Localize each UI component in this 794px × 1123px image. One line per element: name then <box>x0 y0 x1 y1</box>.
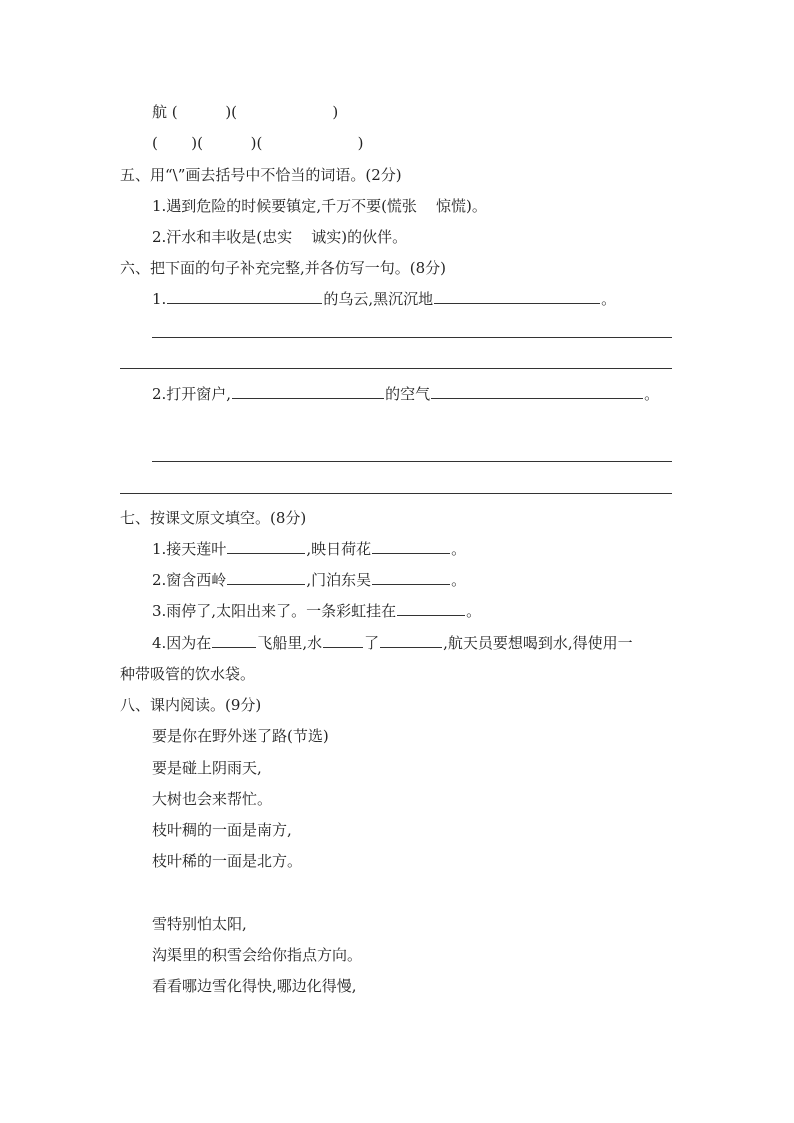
q6-item-1-mid: 的乌云,黑沉沉地 <box>323 290 434 308</box>
q5-item-1: 1.遇到危险的时候要镇定,千万不要(慌张 惊慌)。 <box>152 197 487 215</box>
q7-item-1-b: ,映日荷花 <box>306 540 372 558</box>
q4-row1-char: 航 <box>152 103 168 121</box>
writing-line[interactable] <box>152 461 672 462</box>
q8-title: 八、课内阅读。(9分) <box>120 696 262 714</box>
q7-item-2-c: 。 <box>451 571 467 589</box>
q5-item-2: 2.汗水和丰收是(忠实 诚实)的伙伴。 <box>152 228 408 246</box>
q7-item-1-a: 1.接天莲叶 <box>152 540 227 558</box>
passage-line: 枝叶稠的一面是南方, <box>152 821 292 839</box>
q4-row2 <box>152 133 364 153</box>
q7-item-2-b: ,门泊东吴 <box>306 571 372 589</box>
q7-item-4-b: 飞船里,水 <box>257 634 323 652</box>
q6-item-2-mid: 的空气 <box>385 385 431 403</box>
q4-row1 <box>152 102 338 122</box>
passage-line: 大树也会来帮忙。 <box>152 790 273 808</box>
fill-blank[interactable] <box>232 384 384 399</box>
q7-item-4-line2: 种带吸管的饮水袋。 <box>120 665 256 683</box>
q7-item-2-a: 2.窗含西岭 <box>152 571 227 589</box>
q6-item-1-num: 1. <box>152 290 167 308</box>
fill-blank[interactable] <box>372 570 450 585</box>
q7-item-3 <box>152 601 481 621</box>
q6-item-2 <box>152 384 659 404</box>
q7-title: 七、按课文原文填空。(8分) <box>120 509 307 527</box>
passage-line: 沟渠里的积雪会给你指点方向。 <box>152 946 363 964</box>
passage-title: 要是你在野外迷了路(节选) <box>152 727 329 745</box>
passage-line: 看看哪边雪化得快,哪边化得慢, <box>152 977 357 995</box>
q7-item-3-a: 3.雨停了,太阳出来了。一条彩虹挂在 <box>152 602 397 620</box>
fill-blank[interactable] <box>323 633 363 648</box>
q6-item-1-end: 。 <box>601 290 617 308</box>
passage-line: 雪特别怕太阳, <box>152 915 247 933</box>
q6-title: 六、把下面的句子补充完整,并各仿写一句。(8分) <box>120 259 447 277</box>
fill-blank[interactable] <box>372 539 450 554</box>
q7-item-4-a: 4.因为在 <box>152 634 212 652</box>
fill-blank[interactable] <box>397 601 465 616</box>
fill-blank[interactable] <box>227 570 305 585</box>
q7-item-1-c: 。 <box>451 540 467 558</box>
q6-item-2-num: 2.打开窗户, <box>152 385 232 403</box>
fill-blank[interactable] <box>380 633 442 648</box>
q7-item-4-c: 了 <box>364 634 380 652</box>
q7-item-1 <box>152 539 466 559</box>
q7-item-2 <box>152 570 466 590</box>
fill-blank[interactable] <box>227 539 305 554</box>
fill-blank[interactable] <box>431 384 643 399</box>
q7-item-3-c: 。 <box>466 602 482 620</box>
q7-item-4-d: ,航天员要想喝到水,得使用一 <box>443 634 633 652</box>
passage-line: 枝叶稀的一面是北方。 <box>152 852 303 870</box>
q7-item-4 <box>152 633 633 653</box>
writing-line[interactable] <box>120 493 672 494</box>
q4-row1-parens: ( )( ) <box>171 103 339 121</box>
fill-blank[interactable] <box>212 633 256 648</box>
q5-title: 五、用“\”画去括号中不恰当的词语。(2分) <box>120 166 402 184</box>
fill-blank[interactable] <box>167 289 322 304</box>
fill-blank[interactable] <box>434 289 600 304</box>
q6-item-2-end: 。 <box>644 385 660 403</box>
q4-row2-parens: ( )( )( ) <box>152 134 364 152</box>
writing-line[interactable] <box>120 368 672 369</box>
passage-line: 要是碰上阴雨天, <box>152 759 262 777</box>
writing-line[interactable] <box>152 337 672 338</box>
q6-item-1 <box>152 289 616 309</box>
